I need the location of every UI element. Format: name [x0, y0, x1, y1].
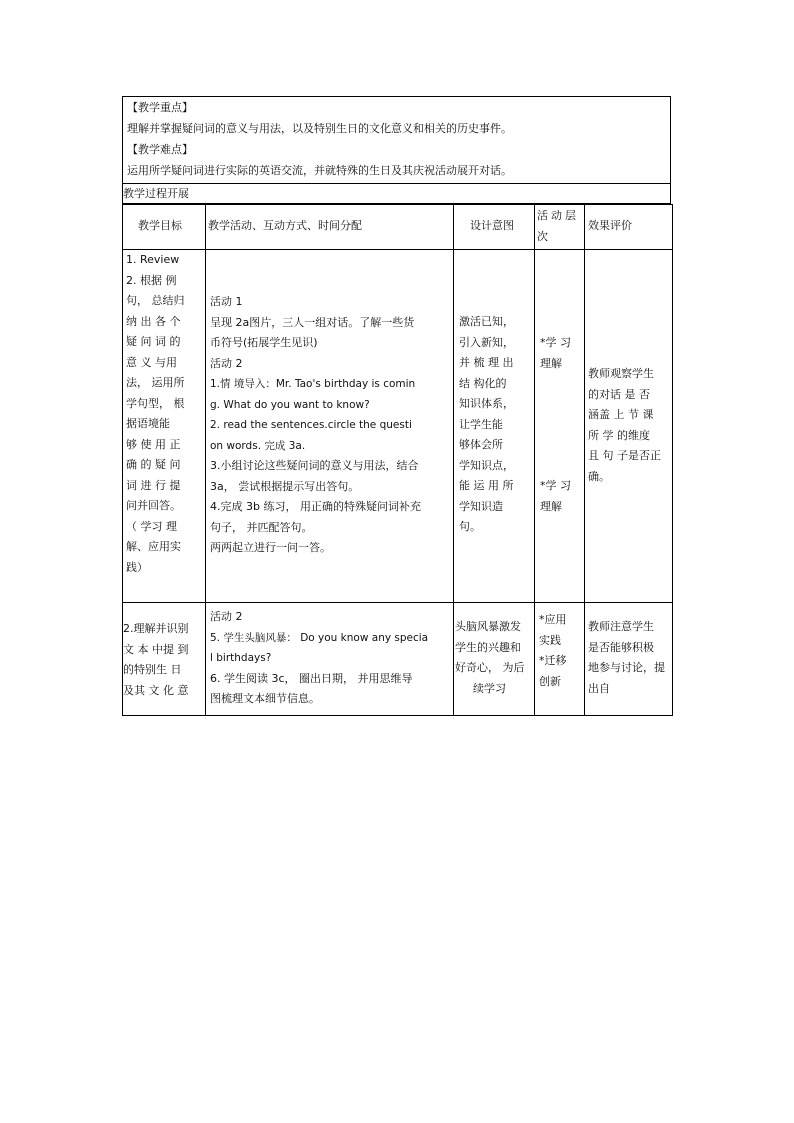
row2-activity-cell — [210, 607, 428, 710]
level-line: 实践 — [539, 633, 561, 647]
evaluation-line: 所 学 的维度 — [588, 428, 650, 442]
evaluation-line: 教师观察学生 — [588, 367, 654, 380]
goal-line: 2.理解并识别 — [123, 622, 189, 635]
process-title: 教学过程开展 — [123, 187, 189, 200]
evaluation-line: 且 句 子是否正 — [588, 449, 661, 462]
teaching-focus-label: 【教学重点】 — [127, 101, 193, 114]
goal-line: 1. Review — [126, 253, 180, 266]
teaching-focus-text: 理解并掌握疑问词的意义与用法，以及特别生日的文化意义和相关的历史事件。 — [127, 122, 512, 135]
intent-line: 头脑风暴激发 — [455, 620, 521, 633]
goal-line: 确 的 疑 问 — [126, 458, 181, 471]
table-rule — [534, 204, 535, 716]
activity-line: 3.小组讨论这些疑问词的意义与用法，结合 — [210, 459, 419, 472]
row2-level-cell — [539, 610, 567, 692]
intent-line: 知识体系， — [459, 397, 514, 410]
goal-line: 践） — [126, 560, 148, 574]
intent-line: 句。 — [459, 520, 481, 533]
level-line: 创新 — [539, 674, 561, 688]
row1-level-cell-a — [540, 333, 571, 374]
level-line: *学 习 — [540, 479, 571, 492]
activity-line: 呈现 2a图片，三人一组对话。了解一些货 — [210, 315, 415, 329]
goal-line: 问并回答。 — [126, 499, 181, 512]
activity-line: 活动 1 — [210, 295, 243, 308]
row2-evaluation-cell — [588, 617, 665, 699]
intent-line: 让学生能 — [459, 417, 503, 431]
evaluation-line: 地参与讨论，提 — [588, 661, 665, 674]
row1-intent-cell — [459, 312, 514, 538]
row2-goal-cell — [123, 619, 189, 701]
teaching-difficulty-label: 【教学难点】 — [127, 143, 193, 156]
activity-line: 5. 学生头脑风暴： Do you know any specia — [210, 631, 429, 644]
intent-line: 好奇心， 为后 — [455, 661, 525, 674]
activity-line: g. What do you want to know? — [210, 398, 370, 411]
activity-line: 4.完成 3b 练习， 用正确的特殊疑问词补充 — [210, 500, 421, 513]
intent-line: 激活已知， — [459, 315, 514, 328]
goal-line: 意 义 与用 — [126, 355, 177, 369]
activity-line: l birthdays? — [210, 652, 272, 664]
header-goal: 教学目标 — [138, 219, 182, 232]
evaluation-line: 涵盖 上 节 课 — [588, 408, 654, 421]
intent-line: 学知识点， — [459, 458, 514, 472]
intent-line: 学知识造 — [459, 499, 503, 513]
table-rule — [453, 204, 454, 716]
activity-line: 3a， 尝试根据提示写出答句。 — [210, 479, 360, 493]
level-line: *应用 — [539, 613, 567, 626]
goal-line: 法， 运用所 — [126, 376, 185, 389]
goal-line: 2. 根据 例 — [126, 273, 177, 287]
activity-line: 6. 学生阅读 3c， 圈出日期， 并用思维导 — [210, 671, 413, 685]
header-intent: 设计意图 — [470, 219, 514, 232]
header-level: 活动层次 — [537, 209, 579, 243]
goal-line: 文 本 中提 到 — [123, 642, 189, 656]
goal-line: 纳 出 各 个 — [126, 314, 181, 328]
level-line: 理解 — [540, 356, 562, 370]
activity-line: 活动 2 — [210, 610, 243, 623]
intent-line: 够体会所 — [459, 438, 503, 451]
header-evaluation: 效果评价 — [588, 219, 632, 232]
intent-line: 结 构化的 — [459, 376, 507, 390]
activity-line: 币符号(拓展学生见识) — [210, 336, 318, 349]
goal-line: 的特别生 日 — [123, 663, 182, 676]
intent-line: 能 运 用 所 — [459, 479, 514, 492]
activity-line: 句子， 并匹配答句。 — [210, 520, 313, 534]
intent-line: 引入新知， — [459, 335, 514, 349]
row1-goal-cell — [126, 250, 185, 578]
goal-line: 据语境能 — [126, 417, 170, 430]
level-line: *迁移 — [539, 654, 567, 667]
table-rule — [584, 204, 585, 716]
evaluation-line: 的对话 是 否 — [588, 387, 650, 401]
process-title-row — [122, 183, 671, 204]
activity-line: 两两起立进行一问一答。 — [210, 541, 331, 554]
goal-line: 解、应用实 — [126, 540, 181, 553]
table-rule — [205, 204, 206, 716]
goal-line: 够 使 用 正 — [126, 437, 181, 451]
goal-line: 及其 文 化 意 — [123, 683, 189, 697]
goal-line: （ 学习 理 — [126, 519, 177, 533]
activity-line: on words. 完成 3a. — [210, 439, 306, 452]
level-line: *学 习 — [540, 336, 571, 349]
row1-activity-cell — [210, 292, 421, 559]
goal-line: 词 进 行 提 — [126, 478, 181, 492]
goal-line: 句， 总结归 — [126, 294, 185, 307]
goal-line: 疑 问 词 的 — [126, 335, 181, 348]
evaluation-line: 出自 — [588, 681, 610, 695]
intent-line: 学生的兴趣和 — [455, 640, 521, 654]
row1-level-cell-b — [540, 476, 571, 517]
row2-intent-cell — [455, 617, 525, 699]
row1-evaluation-cell — [588, 364, 661, 487]
goal-line: 学句型， 根 — [126, 396, 185, 410]
level-line: 理解 — [540, 499, 562, 513]
activity-line: 图梳理文本细节信息。 — [210, 692, 320, 705]
evaluation-line: 是否能够积极 — [588, 640, 654, 654]
intent-line: 续学习 — [473, 681, 506, 695]
activity-line: 2. read the sentences.circle the questi — [210, 419, 412, 431]
intent-line: 并 梳 理 出 — [459, 356, 514, 369]
activity-line: 活动 2 — [210, 356, 243, 370]
evaluation-line: 确。 — [588, 469, 610, 483]
activity-line: 1.情 境导入：Mr. Tao's birthday is comin — [210, 378, 416, 390]
evaluation-line: 教师注意学生 — [588, 620, 654, 633]
teaching-difficulty-text: 运用所学疑问词进行实际的英语交流，并就特殊的生日及其庆祝活动展开对话。 — [127, 164, 512, 177]
key-points-box — [122, 96, 671, 184]
header-activity: 教学活动、互动方式、时间分配 — [208, 219, 362, 232]
